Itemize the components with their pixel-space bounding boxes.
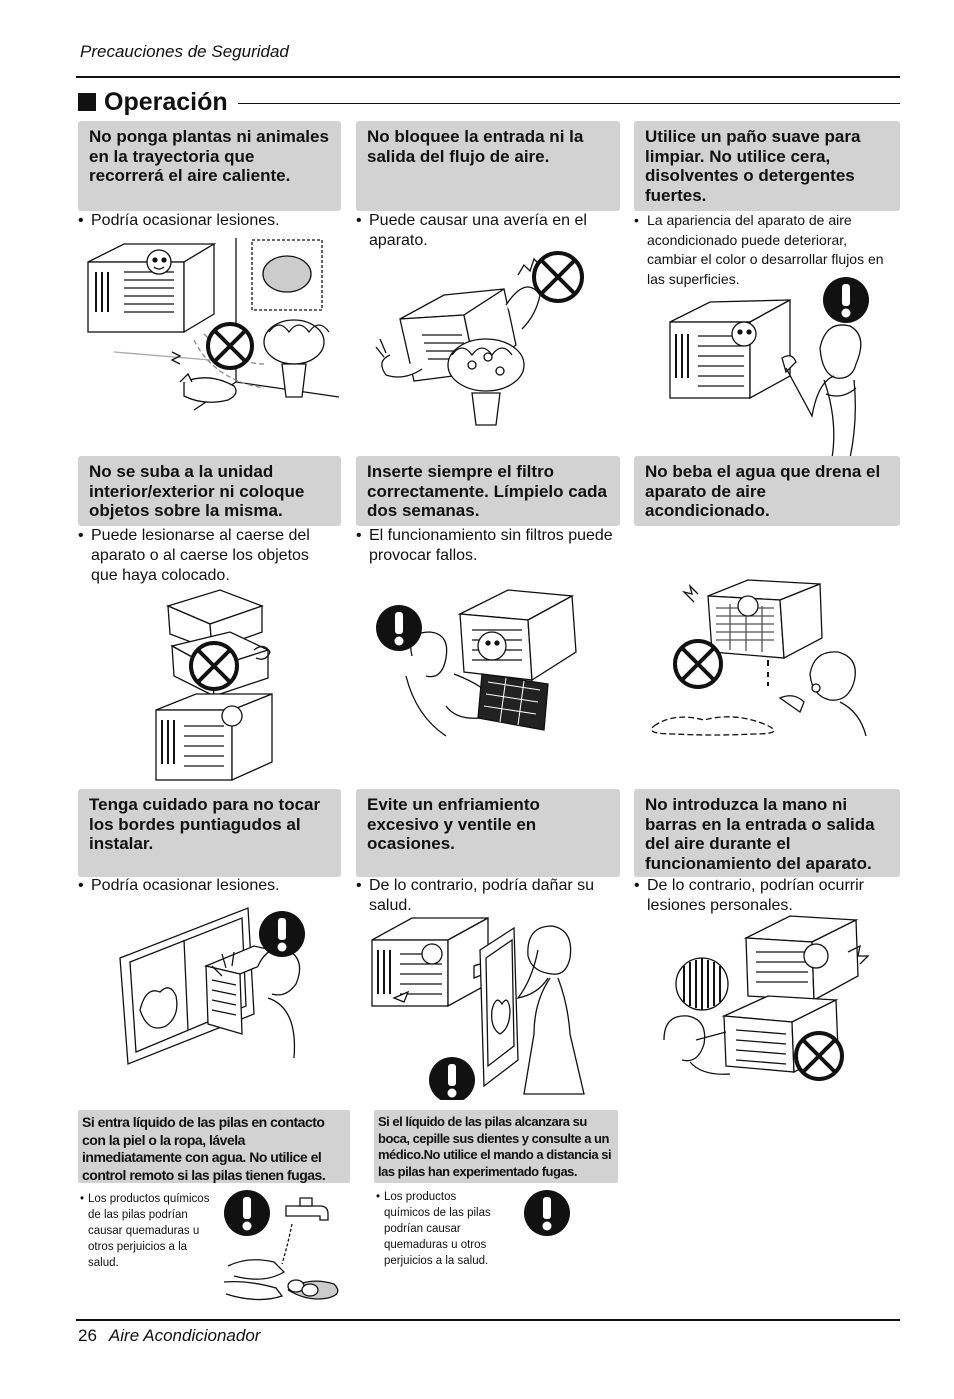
caution-note-8: • De lo contrario, podría dañar su salud. bbox=[356, 877, 595, 914]
exclamation-icon bbox=[259, 911, 305, 957]
caution-note-4: • Puede lesionarse al caerse del aparato o al caerse los objetos que haya colocado. bbox=[78, 527, 310, 584]
page-number: 26 bbox=[78, 1326, 97, 1345]
ac-plant-cat-illustration bbox=[84, 232, 344, 412]
caution-note-5: • El funcionamiento sin filtros puede provocar fallos. bbox=[356, 527, 613, 564]
hand-in-outlet-illustration bbox=[660, 912, 882, 1084]
prohibited-icon bbox=[675, 641, 721, 687]
caution-heading-3: Utilice un paño suave para limpiar. No utilice cera, disolventes o detergentes fuertes. bbox=[634, 121, 900, 211]
battery-warning-heading-1: Si entra líquido de las pilas en contacto con la piel o la ropa, lávela inmediatamente con agua. No utilice el control remoto si las pilas tienen fugas. bbox=[78, 1110, 350, 1183]
prohibited-icon bbox=[208, 324, 252, 368]
cleaning-woman-illustration bbox=[664, 276, 880, 458]
blocked-airflow-illustration bbox=[372, 245, 594, 430]
battery-note-2: • Los productos químicos de las pilas podrían causar quemaduras u otros perjuicios a la salud. bbox=[376, 1191, 491, 1267]
caution-note-7: • Podría ocasionar lesiones. bbox=[78, 877, 280, 894]
caution-note-2: • Puede causar una avería en el aparato. bbox=[356, 212, 587, 249]
ventilate-window-illustration bbox=[368, 910, 604, 1100]
footer bbox=[78, 1326, 260, 1346]
drain-water-illustration bbox=[650, 578, 882, 736]
exclamation-icon bbox=[522, 1188, 572, 1238]
caution-heading-2: No bloquee la entrada ni la salida del flujo de aire. bbox=[356, 121, 620, 211]
washing-hands-illustration bbox=[220, 1186, 352, 1304]
exclamation-icon bbox=[429, 1057, 475, 1100]
page-title: Operación bbox=[104, 87, 228, 116]
caution-heading-7: Tenga cuidado para no tocar los bordes puntiagudos al instalar. bbox=[78, 789, 341, 877]
footer-rule bbox=[76, 1319, 900, 1321]
header-rule bbox=[76, 76, 900, 78]
exclamation-icon bbox=[823, 277, 869, 323]
caution-heading-4: No se suba a la unidad interior/exterior ni coloque objetos sobre la misma. bbox=[78, 456, 341, 526]
caution-note-3: • La apariencia del aparato de aire acondicionado puede deteriorar, cambiar el color o desarrollar flujos en las superficies. bbox=[634, 212, 884, 287]
caution-heading-1: No ponga plantas ni animales en la trayectoria que recorrerá el aire caliente. bbox=[78, 121, 341, 211]
section-label: Precauciones de Seguridad bbox=[80, 42, 289, 61]
window-install-illustration bbox=[118, 906, 340, 1066]
exclamation-icon bbox=[224, 1190, 270, 1236]
caution-heading-6: No beba el agua que drena el aparato de aire acondicionado. bbox=[634, 456, 900, 526]
prohibited-icon bbox=[534, 253, 582, 301]
footer-label: Aire Acondicionador bbox=[108, 1326, 261, 1345]
section-title-row bbox=[78, 86, 900, 118]
filter-insert-illustration bbox=[372, 586, 582, 746]
title-rule bbox=[238, 103, 900, 104]
battery-warning-heading-2: Si el líquido de las pilas alcanzara su boca, cepille sus dientes y consulte a un médico.No utilice el mando a distancia si las pilas han experimentado fugas. bbox=[374, 1110, 618, 1183]
battery-note-1: • Los productos químicos de las pilas podrían causar quemaduras u otros perjuicios a la salud. bbox=[80, 1193, 210, 1269]
prohibited-icon bbox=[796, 1033, 842, 1079]
caution-note-1: • Podría ocasionar lesiones. bbox=[78, 212, 280, 229]
title-bullet-icon bbox=[78, 93, 96, 111]
caution-heading-5: Inserte siempre el filtro correctamente. Límpielo cada dos semanas. bbox=[356, 456, 620, 526]
caution-note-9: • De lo contrario, podrían ocurrir lesiones personales. bbox=[634, 877, 864, 914]
stacked-boxes-illustration bbox=[150, 586, 284, 786]
caution-heading-9: No introduzca la mano ni barras en la entrada o salida del aire durante el funcionamiento del aparato. bbox=[634, 789, 900, 877]
prohibited-icon bbox=[191, 643, 237, 689]
caution-heading-8: Evite un enfriamiento excesivo y ventile en ocasiones. bbox=[356, 789, 620, 877]
exclamation-icon bbox=[376, 605, 422, 651]
